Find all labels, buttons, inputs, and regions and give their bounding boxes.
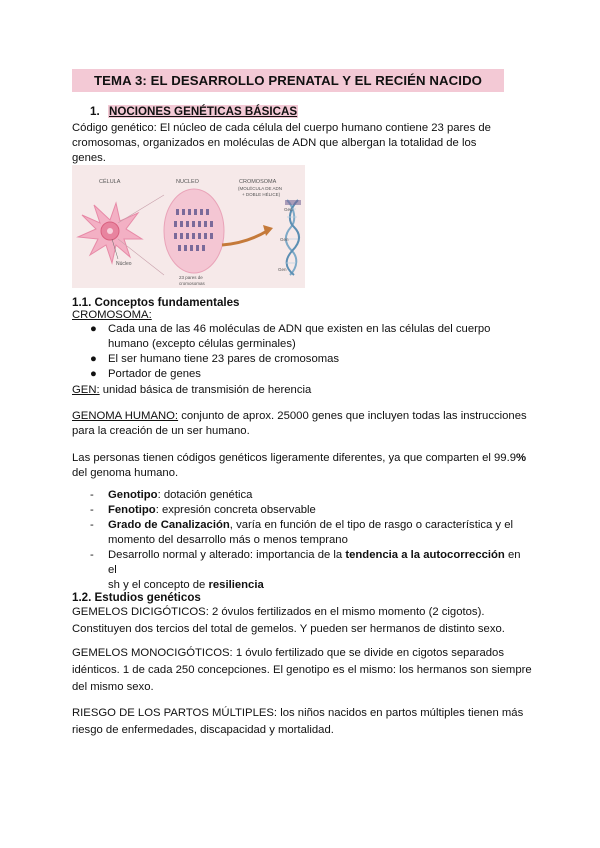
label-nucleo-small: Núcleo bbox=[116, 261, 132, 267]
section-1-1-heading: 1.1. Conceptos fundamentales bbox=[72, 296, 240, 309]
label-celula: CÉLULA bbox=[99, 179, 121, 185]
label-gen-3: Gen bbox=[278, 267, 287, 272]
genoma-label: GENOMA HUMANO: bbox=[72, 410, 179, 422]
canalizacion-def-1: , varía en función de el tipo de rasgo o característica y el bbox=[229, 519, 514, 531]
monocigoticos-paragraph bbox=[72, 645, 532, 696]
section-1-heading bbox=[90, 104, 298, 119]
genetics-figure bbox=[72, 165, 305, 288]
dash-marker: - bbox=[90, 504, 94, 516]
label-molecula-1: (MOLÉCULA DE ADN bbox=[238, 186, 283, 191]
dash-list bbox=[72, 488, 532, 593]
cromosoma-list bbox=[72, 322, 532, 382]
list-item-continuation bbox=[72, 533, 532, 548]
personas-line1: Las personas tienen códigos genéticos ligeramente diferentes, ya que comparten el 99.9 bbox=[72, 452, 516, 464]
bullet-icon: ● bbox=[90, 353, 97, 365]
gen-paragraph bbox=[72, 383, 532, 398]
genoma-line2: para la creación de un ser humano. bbox=[72, 425, 250, 437]
dicigoticos-line1: GEMELOS DICIGÓTICOS: 2 óvulos fertilizados en el mismo momento (2 cigotos). bbox=[72, 606, 485, 618]
dash-marker: - bbox=[90, 489, 94, 501]
monocigoticos-line2: idénticos. 1 de cada 250 concepciones. El genotipo es el mismo: los hermanos son siempre bbox=[72, 664, 532, 676]
list-item bbox=[72, 367, 532, 382]
label-pares-2: cromosomas bbox=[179, 281, 205, 286]
gen-label: GEN: bbox=[72, 384, 100, 396]
list-item bbox=[72, 488, 532, 503]
genoma-paragraph bbox=[72, 409, 532, 439]
personas-line2: del genoma humano. bbox=[72, 467, 179, 479]
label-gen-2: Gen bbox=[280, 237, 289, 242]
fenotipo-term: Fenotipo bbox=[108, 504, 156, 516]
codigo-line3: genes. bbox=[72, 152, 106, 164]
percent-sign: % bbox=[516, 452, 527, 464]
label-gen-1: Gen bbox=[284, 207, 293, 212]
genotipo-def: : dotación genética bbox=[157, 489, 253, 501]
autocorreccion-term: tendencia a la autocorrección bbox=[345, 549, 505, 561]
personas-paragraph bbox=[72, 451, 532, 481]
list-item-text: Cada una de las 46 moléculas de ADN que existen en las células del cuerpo bbox=[108, 323, 491, 335]
list-item bbox=[72, 322, 532, 337]
canalizacion-term: Grado de Canalización bbox=[108, 519, 230, 531]
riesgo-line2: riesgo de enfermedades, discapacidad y mortalidad. bbox=[72, 724, 334, 736]
bullet-icon: ● bbox=[90, 323, 97, 335]
riesgo-paragraph bbox=[72, 705, 532, 739]
dicigoticos-paragraph bbox=[72, 604, 532, 638]
desarrollo-text-1: Desarrollo normal y alterado: importancia de la bbox=[108, 549, 346, 561]
list-item bbox=[72, 548, 532, 578]
codigo-line1: El núcleo de cada célula del cuerpo humano contiene 23 pares de bbox=[156, 122, 491, 134]
fenotipo-def: : expresión concreta observable bbox=[155, 504, 316, 516]
list-item bbox=[72, 503, 532, 518]
genetics-illustration bbox=[72, 165, 305, 288]
dash-marker: - bbox=[90, 549, 94, 561]
nucleus-drawing bbox=[164, 189, 224, 273]
section-1-2-heading: 1.2. Estudios genéticos bbox=[72, 591, 201, 604]
section-1-number: 1. bbox=[90, 105, 100, 118]
codigo-label: Código genético: bbox=[72, 122, 157, 134]
desarrollo-text-3: sh y el concepto de bbox=[108, 579, 209, 591]
section-1-title: NOCIONES GENÉTICAS BÁSICAS bbox=[109, 105, 298, 118]
genoma-line1: conjunto de aprox. 25000 genes que incluyen todas las instrucciones bbox=[178, 410, 527, 422]
label-molecula-2: + DOBLE HÉLICE) bbox=[242, 192, 281, 197]
dicigoticos-line2: Constituyen dos tercios del total de gemelos. Y pueden ser hermanos de distinto sexo. bbox=[72, 623, 505, 635]
resiliencia-term: resiliencia bbox=[208, 579, 264, 591]
label-nucleo: NUCLEO bbox=[176, 179, 199, 185]
bullet-icon: ● bbox=[90, 368, 97, 380]
monocigoticos-line3: del mismo sexo. bbox=[72, 681, 154, 693]
list-item-text: humano (excepto células germinales) bbox=[108, 338, 296, 350]
dash-marker: - bbox=[90, 519, 94, 531]
riesgo-line1: RIESGO DE LOS PARTOS MÚLTIPLES: los niños nacidos en partos múltiples tienen más bbox=[72, 707, 524, 719]
cromosoma-label bbox=[72, 308, 532, 323]
monocigoticos-line1: GEMELOS MONOCIGÓTICOS: 1 óvulo fertilizado que se divide en cigotos separados bbox=[72, 647, 504, 659]
gen-text: unidad básica de transmisión de herencia bbox=[99, 384, 312, 396]
codigo-genetico-paragraph bbox=[72, 121, 532, 166]
codigo-line2: cromosomas, organizados en moléculas de ADN que albergan la totalidad de los bbox=[72, 137, 477, 149]
genotipo-term: Genotipo bbox=[108, 489, 158, 501]
desarrollo-text-2: en el bbox=[108, 549, 521, 576]
list-item bbox=[72, 352, 532, 367]
list-item-text: El ser humano tiene 23 pares de cromosomas bbox=[108, 353, 340, 365]
list-item bbox=[72, 518, 532, 533]
cromosoma-label-text: CROMOSOMA: bbox=[72, 309, 152, 321]
canalizacion-def-2: momento del desarrollo más o menos temprano bbox=[108, 534, 348, 546]
page-title: TEMA 3: EL DESARROLLO PRENATAL Y EL RECIÉN NACIDO bbox=[72, 69, 504, 92]
list-item-continuation bbox=[72, 337, 532, 352]
label-pares-1: 23 pares de bbox=[179, 275, 203, 280]
label-cromosoma: CROMOSOMA bbox=[239, 179, 277, 185]
list-item-text: Portador de genes bbox=[108, 368, 201, 380]
